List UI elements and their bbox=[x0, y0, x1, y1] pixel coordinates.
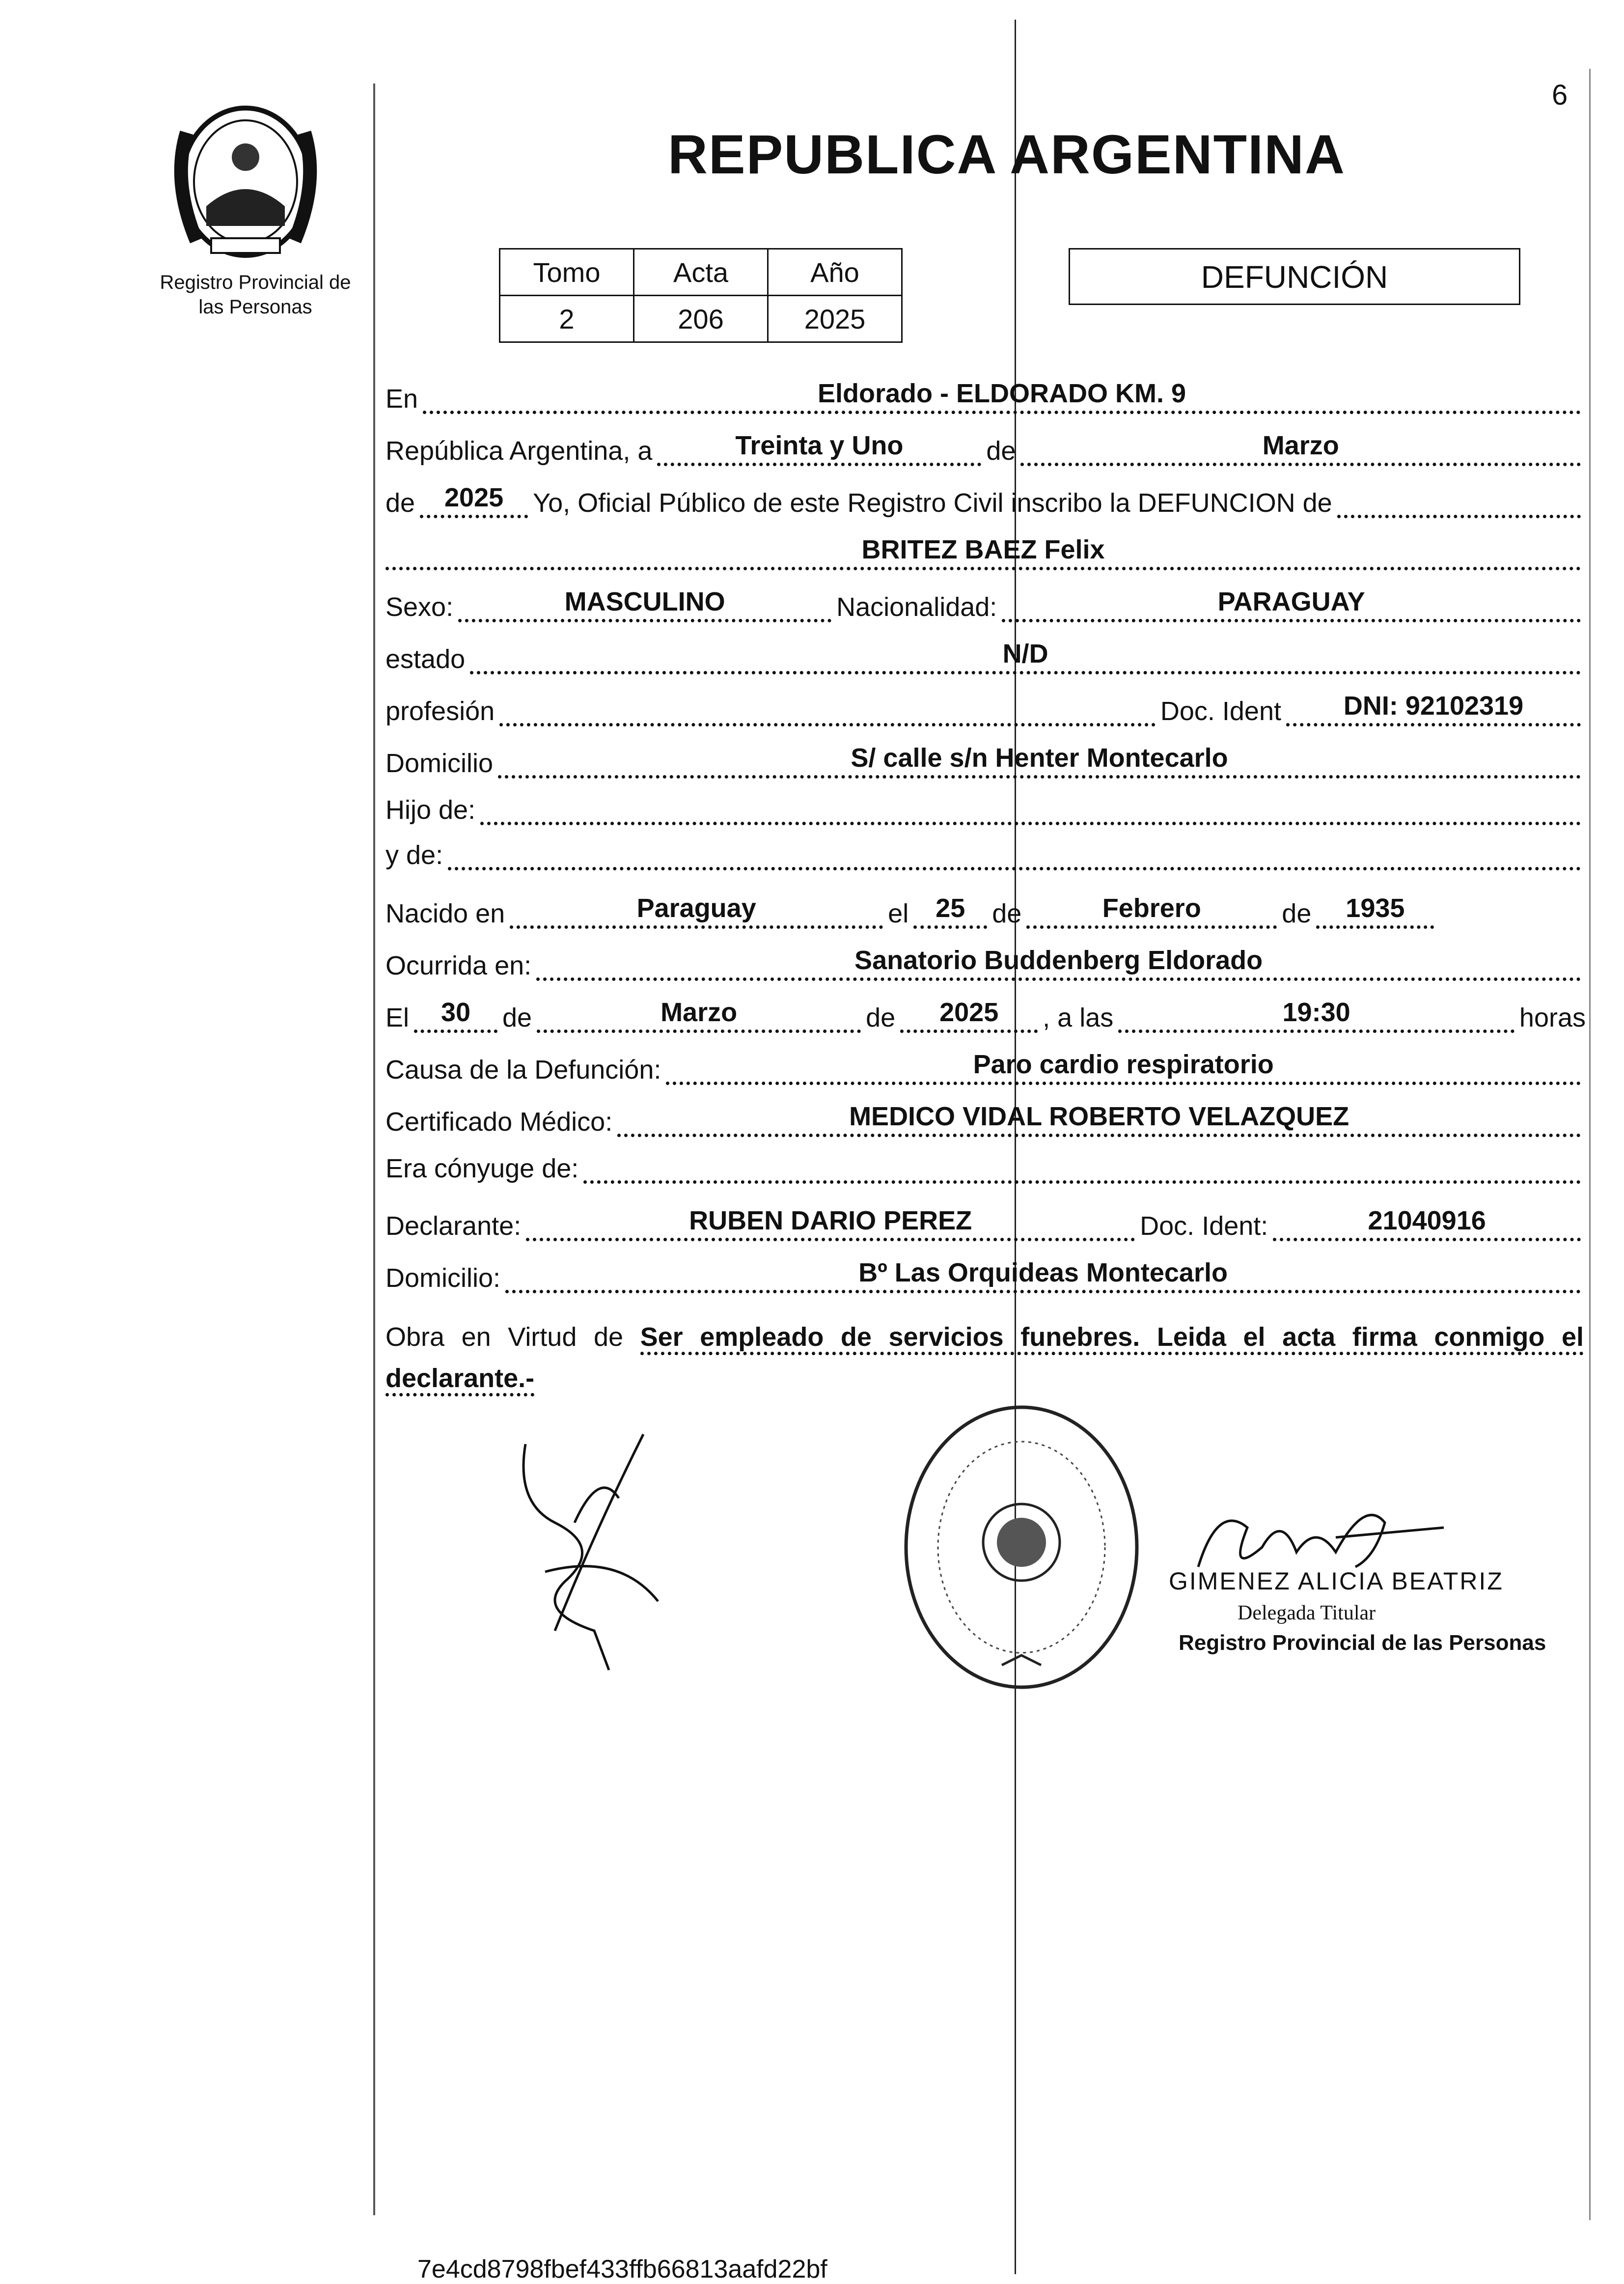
birth-month: Febrero bbox=[1026, 893, 1277, 929]
acta-value-tomo: 2 bbox=[500, 296, 634, 342]
doc-ident-label: Doc. Ident bbox=[1160, 696, 1281, 726]
acta-value-ano: 2025 bbox=[768, 296, 902, 342]
birth-de1: de bbox=[992, 899, 1022, 928]
birth-day: 25 bbox=[913, 893, 987, 929]
acta-header-ano: Año bbox=[768, 249, 902, 296]
doc-ident-value: DNI: 92102319 bbox=[1286, 691, 1581, 726]
inscribo-text: Yo, Oficial Público de este Registro Civil inscribo la DEFUNCION de bbox=[533, 488, 1332, 518]
registry-caption-line2: las Personas bbox=[198, 296, 312, 318]
row-conyuge bbox=[385, 1153, 1586, 1184]
death-day: 30 bbox=[414, 997, 497, 1033]
row-nacido bbox=[385, 893, 1586, 929]
row-declarante bbox=[385, 1205, 1586, 1241]
death-time: 19:30 bbox=[1118, 997, 1514, 1033]
row-profesion bbox=[385, 691, 1586, 726]
conyuge-value bbox=[583, 1178, 1581, 1184]
certificado-value: MEDICO VIDAL ROBERTO VELAZQUEZ bbox=[617, 1101, 1581, 1137]
inscribo-fill bbox=[1337, 513, 1581, 518]
profesion-label: profesión bbox=[385, 696, 495, 726]
page-title: REPUBLICA ARGENTINA bbox=[668, 124, 1346, 185]
official-role: Delegada Titular bbox=[1238, 1602, 1376, 1624]
nacionalidad-value: PARAGUAY bbox=[1002, 586, 1581, 622]
row-death-date bbox=[385, 997, 1586, 1033]
obra-en-virtud bbox=[385, 1316, 1584, 1399]
document-type-box: DEFUNCIÓN bbox=[1069, 248, 1520, 305]
domicilio-value: S/ calle s/n Henter Montecarlo bbox=[498, 743, 1581, 779]
registry-caption bbox=[147, 270, 363, 319]
row-inscripcion bbox=[385, 482, 1586, 518]
row-ocurrida bbox=[385, 945, 1586, 981]
acta-header-acta: Acta bbox=[634, 249, 768, 296]
row-estado bbox=[385, 639, 1586, 674]
domicilio-label: Domicilio bbox=[385, 749, 494, 778]
birth-de2: de bbox=[1282, 899, 1312, 928]
left-margin-rule bbox=[373, 84, 375, 2215]
death-de1: de bbox=[502, 1003, 532, 1032]
horas-label: horas bbox=[1519, 1003, 1586, 1032]
certificado-label: Certificado Médico: bbox=[385, 1107, 613, 1137]
de-label: de bbox=[986, 436, 1016, 466]
death-year: 2025 bbox=[900, 997, 1038, 1033]
registro-provincial-seal bbox=[894, 1400, 1149, 1695]
en-value: Eldorado - ELDORADO KM. 9 bbox=[423, 378, 1581, 414]
declarante-label: Declarante: bbox=[385, 1211, 522, 1241]
el2-label: El bbox=[385, 1003, 410, 1032]
row-sexo bbox=[385, 586, 1586, 622]
provincia-de-misiones-emblem bbox=[157, 98, 334, 265]
hijo-de-value bbox=[480, 820, 1581, 825]
declarante-doc-value: 21040916 bbox=[1273, 1205, 1581, 1241]
acta-value-acta: 206 bbox=[634, 296, 768, 342]
declarante-doc-label: Doc. Ident: bbox=[1140, 1211, 1268, 1241]
profesion-value bbox=[499, 721, 1156, 726]
ocurrida-value: Sanatorio Buddenberg Eldorado bbox=[536, 945, 1581, 981]
row-domicilio bbox=[385, 743, 1586, 779]
day-words: Treinta y Uno bbox=[657, 430, 981, 466]
row-en bbox=[385, 378, 1586, 414]
month-value: Marzo bbox=[1020, 430, 1581, 466]
row-domicilio2 bbox=[385, 1257, 1586, 1293]
acta-table-header-row bbox=[500, 249, 902, 296]
fold-line bbox=[1015, 20, 1016, 2274]
obra-label: Obra en Virtud de bbox=[385, 1322, 624, 1352]
declarante-signature-icon bbox=[496, 1424, 692, 1680]
registry-caption-line1: Registro Provincial de bbox=[160, 272, 351, 293]
el-label: el bbox=[888, 899, 909, 928]
republica-label: República Argentina, a bbox=[385, 436, 653, 466]
deceased-name: BRITEZ BAEZ Felix bbox=[385, 534, 1581, 570]
row-y-de bbox=[385, 840, 1586, 870]
row-hijo-de bbox=[385, 795, 1586, 825]
nacionalidad-label: Nacionalidad: bbox=[836, 592, 997, 622]
obra-value: Ser empleado de servicios funebres. Leida el acta firma conmigo el declarante.- bbox=[385, 1322, 1584, 1396]
acta-header-tomo: Tomo bbox=[500, 249, 634, 296]
domicilio2-label: Domicilio: bbox=[385, 1263, 501, 1293]
death-month: Marzo bbox=[537, 997, 861, 1033]
birth-year: 1935 bbox=[1316, 893, 1434, 929]
causa-value: Paro cardio respiratorio bbox=[666, 1049, 1581, 1085]
en-label: En bbox=[385, 384, 418, 414]
domicilio2-value: Bº Las Orquideas Montecarlo bbox=[505, 1257, 1581, 1293]
sexo-label: Sexo: bbox=[385, 592, 454, 622]
row-deceased bbox=[385, 534, 1586, 570]
estado-label: estado bbox=[385, 644, 466, 674]
row-fecha bbox=[385, 430, 1586, 466]
estado-value: N/D bbox=[470, 639, 1581, 674]
right-margin-rule bbox=[1589, 69, 1591, 2220]
page-number: 6 bbox=[1552, 79, 1568, 111]
hijo-de-label: Hijo de: bbox=[385, 795, 476, 825]
acta-table-value-row bbox=[500, 296, 902, 342]
sexo-value: MASCULINO bbox=[458, 586, 831, 622]
row-certificado bbox=[385, 1101, 1586, 1137]
year-prefix-label: de bbox=[385, 488, 415, 518]
conyuge-label: Era cónyuge de: bbox=[385, 1154, 579, 1183]
row-causa bbox=[385, 1049, 1586, 1085]
causa-label: Causa de la Defunción: bbox=[385, 1055, 661, 1085]
official-registry: Registro Provincial de las Personas bbox=[1179, 1631, 1546, 1655]
acta-table bbox=[499, 248, 903, 343]
nacido-en-value: Paraguay bbox=[510, 893, 883, 929]
y-de-label: y de: bbox=[385, 840, 443, 870]
a-las-label: , a las bbox=[1043, 1003, 1114, 1032]
ocurrida-label: Ocurrida en: bbox=[385, 951, 532, 980]
document-hash: 7e4cd8798fbef433ffb66813aafd22bf bbox=[417, 2255, 827, 2284]
declarante-value: RUBEN DARIO PEREZ bbox=[526, 1205, 1135, 1241]
official-name: GIMENEZ ALICIA BEATRIZ bbox=[1169, 1567, 1504, 1595]
nacido-en-label: Nacido en bbox=[385, 899, 505, 928]
y-de-value bbox=[448, 865, 1581, 870]
death-de2: de bbox=[866, 1003, 896, 1032]
year-value: 2025 bbox=[420, 482, 528, 518]
